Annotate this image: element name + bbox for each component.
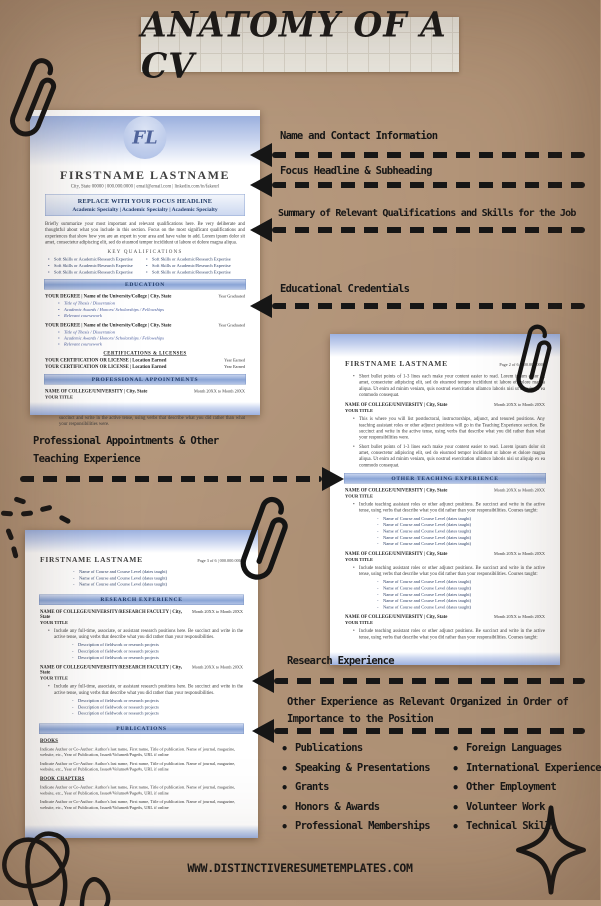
research-entry — [40, 609, 243, 661]
cv-name: FIRSTNAME LASTNAME — [40, 556, 143, 564]
dashed-arrow — [20, 476, 322, 482]
dashed-arrow — [274, 678, 585, 684]
section-banner-research: RESEARCH EXPERIENCE — [39, 594, 244, 605]
teaching-entry — [345, 614, 545, 640]
website-url: WWW.DISTINCTIVERESUMETEMPLATES.COM — [187, 861, 413, 875]
key-qualifications-grid — [47, 257, 243, 275]
page3-header-band — [25, 530, 258, 553]
course-item: - Name of Course and Course Level (dates taught) — [377, 515, 545, 521]
other-sections-col1 — [281, 742, 439, 840]
dashed-arrow — [272, 227, 585, 233]
key-qualification: • Soft Skills or Academic/Research Expertise — [47, 263, 145, 268]
degree-entry — [45, 322, 245, 347]
trail-dash — [21, 510, 33, 516]
arrow-left-icon — [252, 719, 274, 743]
list-item: • Professional Memberships — [281, 820, 439, 832]
trail-dash — [59, 514, 72, 524]
entry-title: YOUR TITLE — [40, 675, 69, 681]
focus-headline-box — [45, 194, 245, 216]
trail-dash — [40, 505, 53, 512]
arrow-right-icon — [322, 467, 344, 491]
page-number-line: Page 2 of 6 | 000.000.0000 — [499, 362, 545, 367]
certification-year: Year Earned — [224, 364, 245, 370]
focus-headline: REPLACE WITH YOUR FOCUS HEADLINE — [77, 197, 213, 205]
certifications-title: CERTIFICATIONS & LICENSES — [103, 351, 187, 357]
section-banner-other-teaching: OTHER TEACHING EXPERIENCE — [344, 473, 546, 484]
trail-dash — [6, 528, 15, 541]
arrow-left-icon — [252, 669, 274, 693]
research-sub: - Description of fieldwork or research projects — [72, 697, 243, 703]
arrow-left-icon — [250, 218, 272, 242]
cv-name: FIRSTNAME LASTNAME — [59, 169, 231, 182]
books-subtitle: BOOKS — [40, 738, 59, 744]
course-item: - Name of Course and Course Level (dates taught) — [377, 591, 545, 597]
section-banner-professional-appointments: PROFESSIONAL APPOINTMENTS — [44, 374, 246, 385]
entry-bullet: • Include teaching assistant roles or other adjunct positions. Be succinct and write in the active tense, using verbs that describe what you did rather than your responsibilities. Courses taught: — [353, 628, 545, 640]
page1-footer-band — [30, 402, 260, 415]
appointment-entry — [345, 402, 545, 468]
other-sections-col2 — [452, 742, 601, 840]
section-banner-education: EDUCATION — [44, 279, 246, 290]
certification-entry — [45, 358, 245, 370]
course-item: - Name of Course and Course Level (dates taught) — [377, 579, 545, 585]
title-banner — [141, 3, 459, 86]
degree-line: YOUR DEGREE | Name of the University/College | City, State — [45, 322, 172, 328]
key-qualification: • Soft Skills or Academic/Research Expertise — [145, 263, 243, 268]
research-entry — [40, 665, 243, 717]
research-sub: - Description of fieldwork or research projects — [72, 654, 243, 660]
course-item: - Name of Course and Course Level (dates taught) — [73, 581, 258, 587]
degree-sub: • Relevant coursework — [58, 312, 245, 318]
entry-bullet: • This is where you will list postdoctoral, instructorships, adjunct, and tenured positions. Any teaching assistant roles or other adjunct positions will go in the Teaching Experience section. Be succinct and write in the active tense, using verbs that describe what you did rather than what your responsibilities were. — [353, 416, 545, 441]
monogram-badge — [124, 116, 167, 159]
course-item: - Name of Course and Course Level (dates taught) — [377, 528, 545, 534]
dashed-arrow — [272, 303, 585, 309]
entry-bullet: • Short bullet points of 1-3 lines each make your content easier to read. Lorem ipsum dolor sit amet, consectetur adipiscing elit, sed do eiusmod tempor incididunt ut labore et dolore magna aliqua. Ut enim ad minim veniam, quis nostrud exercitation ullamco laboris nisi ut aliquip ex ea commodo consequat. — [353, 444, 545, 469]
entry-dates: Month 20XX to Month 20XX — [493, 614, 545, 620]
research-sub: - Description of fieldwork or research projects — [72, 710, 243, 716]
entry-dates: Month 20XX to Month 20XX — [191, 664, 243, 670]
key-qualification: • Soft Skills or Academic/Research Expertise — [145, 257, 243, 262]
label-summary: Summary of Relevant Qualifications and Skills for the Job — [278, 208, 576, 219]
course-item: - Name of Course and Course Level (dates taught) — [73, 575, 258, 581]
summary-paragraph: Briefly summarize your most important and relevant qualifications here. Be very deliberate and thoughtful about what you include in this section. Focus on the most significant qualifications and experiences that show how you are an expert in your area and have value to add. Lorem ipsum dolor sit amet, consectetur adipiscing elit, sed do eiusmod tempor incididunt ut labore et dolore magna aliqua. — [45, 221, 245, 246]
trail-dash — [1, 511, 13, 516]
entry-title: YOUR TITLE — [345, 556, 374, 562]
course-item: - Name of Course and Course Level (dates taught) — [377, 541, 545, 547]
dashed-arrow — [272, 182, 585, 188]
label-name-contact: Name and Contact Information — [280, 130, 438, 142]
list-item: • Speaking & Presentations — [281, 762, 439, 774]
entry-line: NAME OF COLLEGE/UNIVERSITY | City, State — [345, 551, 448, 557]
list-item: • International Experience — [452, 762, 601, 774]
entry-title: YOUR TITLE — [345, 620, 374, 626]
entry-dates: Month 20XX to Month 20XX — [493, 487, 545, 493]
label-research: Research Experience — [287, 655, 394, 667]
key-qualification: • Soft Skills or Academic/Research Expertise — [47, 270, 145, 275]
course-item: - Name of Course and Course Level (dates taught) — [377, 604, 545, 610]
list-item: • Foreign Languages — [452, 742, 601, 754]
certification-line: YOUR CERTIFICATION OR LICENSE | Location Earned — [45, 364, 167, 370]
page1-header-band — [30, 116, 260, 166]
entry-bullet: • Include teaching assistant roles or other adjunct positions. Be succinct and write in the active tense, using verbs that describe what you did rather than your responsibilities. Courses taught: — [353, 502, 545, 514]
entry-line: NAME OF COLLEGE/UNIVERSITY | City, State — [345, 614, 448, 620]
page-title: ANATOMY OF A CV — [141, 3, 447, 86]
entry-bullet: • Include any full-time, associate, or assistant research positions here. Be succinct and write in the active tense, using verbs that describe what you did rather than your responsibilities. — [48, 684, 243, 696]
list-item: • Publications — [281, 742, 439, 754]
arrow-left-icon — [250, 143, 272, 167]
label-other-experience: Other Experience as Relevant Organized in Order of Importance to the Position — [287, 696, 569, 726]
degree-line: YOUR DEGREE | Name of the University/College | City, State — [45, 294, 172, 300]
teaching-entry — [345, 488, 545, 547]
cv-contact-line: City, State 00000 | 000.000.0000 | email@email.com | linkedin.com/in/fakeurl — [70, 184, 220, 189]
intro-bullet: • Short bullet points of 1-3 lines each make your content easier to read. Lorem ipsum dolor sit amet, consectetur adipiscing elit, sed do eiusmod tempor incididunt ut labore et dolore magna aliqua. Ut enim ad minim veniam, quis nostrud exercitation ullamco laboris nisi ut aliquip ex ea commodo consequat. — [353, 374, 545, 399]
certification-year: Year Earned — [224, 357, 245, 363]
citation: Indicate Author or Co-Author: Author's last name, First name, Title of publication. Name of journal, magazine, website, etc., Year of Publication, Issue#/Volume#/Page#s, URL if online — [40, 746, 236, 758]
entry-bullet: • Include teaching assistant roles or other adjunct positions. Be succinct and write in the active tense, using verbs that describe what you did rather than your responsibilities. Courses taught: — [353, 565, 545, 577]
section-banner-publications: PUBLICATIONS — [39, 723, 244, 734]
list-item: • Grants — [281, 781, 439, 793]
key-qualifications-title: KEY QUALIFICATIONS — [107, 249, 183, 255]
arrow-left-icon — [250, 294, 272, 318]
degree-sub: • Relevant coursework — [58, 341, 245, 347]
entry-dates: Month 20XX to Month 20XX — [193, 388, 245, 394]
dashed-arrow — [274, 728, 585, 734]
entry-title: YOUR TITLE — [345, 408, 374, 414]
certification-line: YOUR CERTIFICATION OR LICENSE | Location Earned — [45, 358, 167, 364]
degree-sub: • Academic Awards / Honors/ Scholarships / Fellowships — [58, 306, 245, 312]
list-item: • Honors & Awards — [281, 801, 439, 813]
list-item: • Technical Skills — [452, 820, 601, 832]
trail-dash — [14, 496, 27, 504]
focus-subheading: Academic Specialty | Academic Specialty | Academic Specialty — [72, 206, 218, 213]
citation: Indicate Author or Co-Author: Author's last name, First name, Title of publication. Name of journal, magazine, website, etc., Year of Publication, Issue#/Volume#/Page#s, URL if online — [40, 784, 236, 796]
monogram-initials: FL — [132, 127, 158, 148]
label-education: Educational Credentials — [280, 283, 410, 295]
page-number-line: Page 3 of 6 | 000.000.0000 — [197, 558, 243, 563]
entry-line: NAME OF COLLEGE/UNIVERSITY | City, State — [345, 488, 448, 494]
citation: Indicate Author or Co-Author: Author's last name, First name, Title of publication. Name of journal, magazine, website, etc., Year of Publication, Issue#/Volume#/Page#s, URL if online — [40, 760, 236, 772]
degree-sub: • Title of Thesis / Dissertation — [58, 300, 245, 306]
list-item: • Volunteer Work — [452, 801, 601, 813]
degree-sub: • Title of Thesis / Dissertation — [58, 329, 245, 335]
course-item: - Name of Course and Course Level (dates taught) — [377, 534, 545, 540]
entry-title: YOUR TITLE — [345, 493, 374, 499]
teaching-entry — [345, 551, 545, 610]
label-focus-headline: Focus Headline & Subheading — [280, 165, 432, 177]
degree-year: Year Graduated — [218, 293, 245, 299]
cv-name: FIRSTNAME LASTNAME — [345, 360, 448, 368]
entry-line: NAME OF COLLEGE/UNIVERSITY | City, State — [45, 389, 148, 395]
paperclip-icon — [230, 492, 302, 587]
course-item: - Name of Course and Course Level (dates taught) — [377, 522, 545, 528]
entry-title: YOUR TITLE — [40, 619, 69, 625]
cv-page-3 — [25, 530, 258, 838]
entry-line: NAME OF COLLEGE/UNIVERSITY | City, State — [345, 402, 448, 408]
entry-line: NAME OF COLLEGE/UNIVERSITY/RESEARCH FACULTY | City, State — [40, 609, 182, 620]
trail-dash — [11, 546, 18, 559]
cv-page-1 — [30, 110, 260, 427]
entry-bullet: • Include any full-time, associate, or assistant research positions here. Be succinct and write in the active tense, using verbs that describe what you did rather than your responsibilities. — [48, 628, 243, 640]
research-sub: - Description of fieldwork or research projects — [72, 704, 243, 710]
citation: Indicate Author or Co-Author: Author's last name, First name, Title of publication. Name of journal, magazine, website, etc., Year of Publication, Issue#/Volume#/Page#s, URL if online — [40, 799, 236, 810]
course-item: - Name of Course and Course Level (dates taught) — [377, 598, 545, 604]
entry-line: NAME OF COLLEGE/UNIVERSITY/RESEARCH FACULTY | City, State — [40, 665, 182, 676]
degree-entry — [45, 294, 245, 319]
research-sub: - Description of fieldwork or research projects — [72, 642, 243, 648]
other-sections-lists — [281, 742, 601, 840]
list-item: • Other Employment — [452, 781, 601, 793]
arrow-left-icon — [250, 173, 272, 197]
degree-year: Year Graduated — [218, 322, 245, 328]
key-qualification: • Soft Skills or Academic/Research Expertise — [145, 270, 243, 275]
entry-dates: Month 20XX to Month 20XX — [493, 550, 545, 556]
dashed-arrow — [272, 152, 585, 158]
entry-dates: Month 20XX to Month 20XX — [191, 608, 243, 614]
key-qualification: • Soft Skills or Academic/Research Expertise — [47, 257, 145, 262]
research-sub: - Description of fieldwork or research projects — [72, 648, 243, 654]
label-appointments-teaching: Professional Appointments & Other Teaching Experience — [33, 435, 219, 465]
course-item: - Name of Course and Course Level (dates taught) — [377, 585, 545, 591]
degree-sub: • Academic Awards / Honors/ Scholarships / Fellowships — [58, 335, 245, 341]
entry-dates: Month 20XX to Month 20XX — [493, 402, 545, 408]
book-chapters-subtitle: BOOK CHAPTERS — [40, 776, 85, 782]
entry-bullet: • succinct and write in the active tense, using verbs that describe what you did rather than what your responsibilities were. — [53, 403, 245, 428]
entry-title: YOUR TITLE — [45, 394, 74, 400]
course-item: - Name of Course and Course Level (dates taught) — [73, 569, 258, 575]
